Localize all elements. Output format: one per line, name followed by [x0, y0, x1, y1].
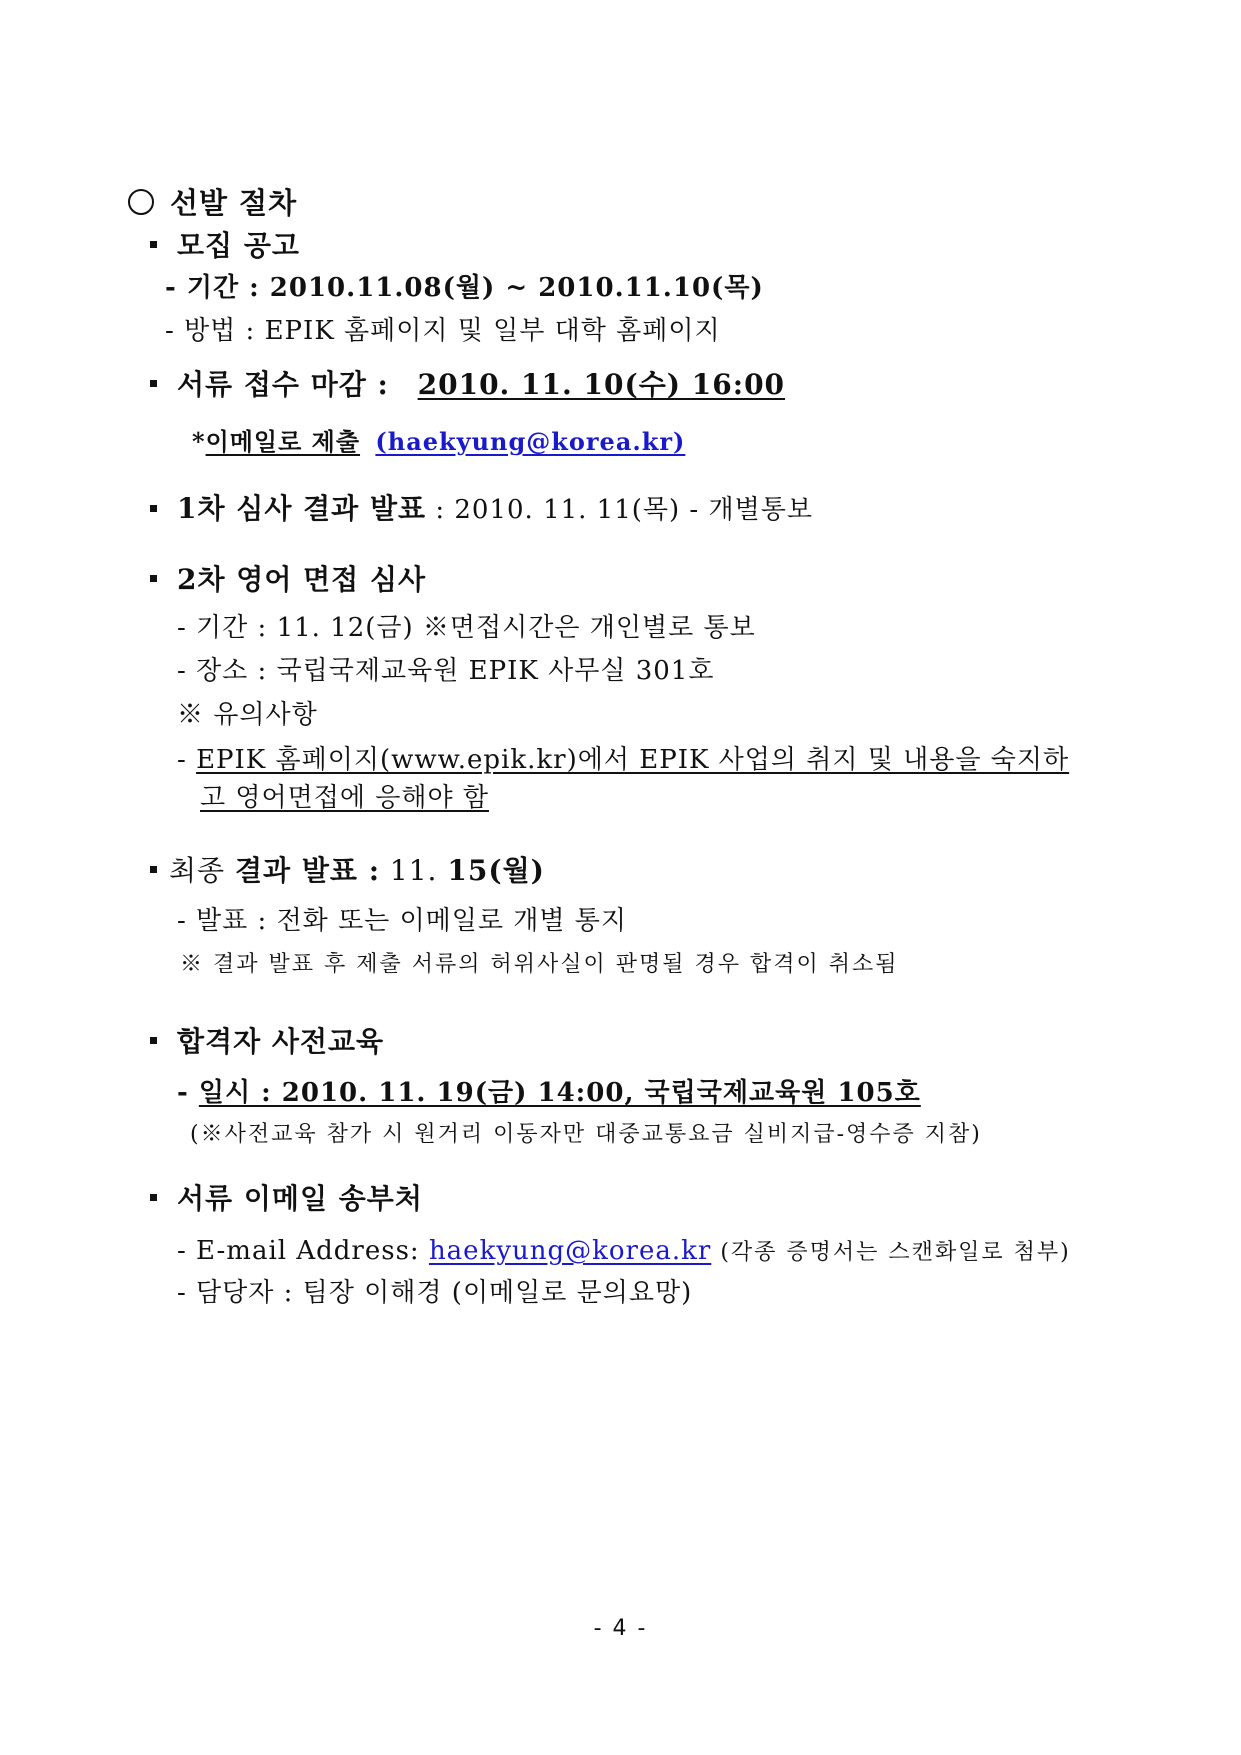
interview-notice-title: ※ 유의사항: [177, 700, 318, 730]
final-result-heading: 최종 결과 발표 : 11. 15(월): [150, 854, 545, 888]
pre-education-note: (※사전교육 참가 시 원거리 이동자만 대중교통요금 실비지급-영수증 지참): [190, 1122, 982, 1147]
email-note: (각종 증명서는 스캔화일로 첨부): [711, 1240, 1071, 1265]
square-bullet-icon: [150, 1037, 157, 1044]
interview-place: - 장소 : 국립국제교육원 EPIK 사무실 301호: [177, 656, 715, 686]
pre-education-heading: 합격자 사전교육: [150, 1025, 384, 1059]
section-title: 선발 절차: [128, 186, 297, 220]
deadline-email-link[interactable]: (haekyung@korea.kr): [375, 427, 686, 456]
first-result-heading: 1차 심사 결과 발표: [177, 492, 427, 525]
email-dest-contact: - 담당자 : 팀장 이해경 (이메일로 문의요망): [177, 1278, 693, 1308]
email-dest-line: - E-mail Address: haekyung@korea.kr (각종 증명서는 스캔화일로 첨부): [177, 1236, 1071, 1266]
square-bullet-icon: [150, 1194, 157, 1201]
first-result-value: : 2010. 11. 11(목) - 개별통보: [426, 495, 813, 525]
interview-heading: 2차 영어 면접 심사: [150, 563, 426, 597]
square-bullet-icon: [150, 380, 157, 387]
recruit-heading: 모집 공고: [150, 229, 300, 263]
email-link[interactable]: haekyung@korea.kr: [428, 1236, 712, 1266]
square-bullet-icon: [150, 575, 157, 582]
page-number: - 4 -: [593, 1616, 648, 1641]
square-bullet-icon: [150, 241, 157, 248]
email-dest-heading: 서류 이메일 송부처: [150, 1182, 423, 1216]
first-result-line: [150, 492, 813, 527]
deadline-heading: 서류 접수 마감 : 2010. 11. 10(수) 16:00: [150, 368, 785, 402]
deadline-note: *이메일로 제출 (haekyung@korea.kr): [192, 427, 686, 456]
circle-bullet-icon: [128, 189, 154, 215]
recruit-period: - 기간 : 2010.11.08(월) ~ 2010.11.10(목): [165, 273, 764, 303]
interview-notice-line2: 고 영어면접에 응해야 함: [200, 783, 489, 813]
recruit-method: - 방법 : EPIK 홈페이지 및 일부 대학 홈페이지: [165, 316, 721, 346]
final-result-warning: ※ 결과 발표 후 제출 서류의 허위사실이 판명될 경우 합격이 취소됨: [180, 952, 899, 977]
interview-period: - 기간 : 11. 12(금) ※면접시간은 개인별로 통보: [177, 613, 756, 643]
interview-notice-line1: - EPIK 홈페이지(www.epik.kr)에서 EPIK 사업의 취지 및 내용을 숙지하: [177, 745, 1070, 775]
square-bullet-icon: [150, 866, 157, 873]
square-bullet-icon: [150, 505, 157, 512]
deadline-value: 2010. 11. 10(수) 16:00: [417, 368, 786, 401]
pre-education-schedule: - 일시 : 2010. 11. 19(금) 14:00, 국립국제교육원 105호: [177, 1078, 921, 1108]
final-result-announce: - 발표 : 전화 또는 이메일로 개별 통지: [177, 906, 628, 936]
